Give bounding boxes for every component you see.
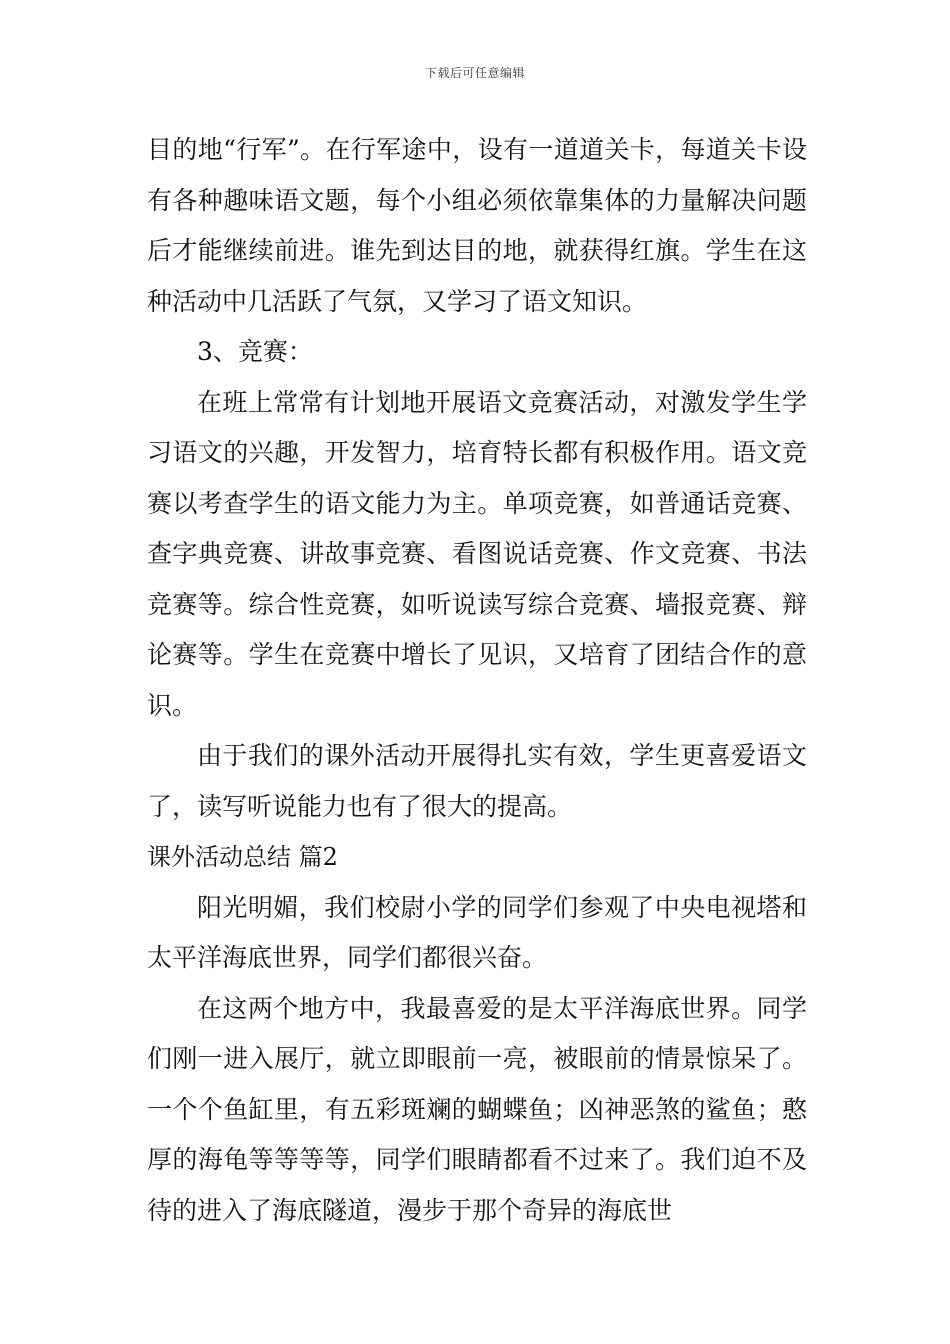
page-header: 下载后可任意编辑 xyxy=(424,66,525,80)
article-title-part2: 课外活动总结 篇2 xyxy=(147,843,338,871)
paragraph-visit-intro: 阳光明媚，我们校尉小学的同学们参观了中央电视塔和太平洋海底世界，同学们都很兴奋。 xyxy=(147,892,807,972)
paragraph-conclusion: 由于我们的课外活动开展得扎实有效，学生更喜爱语文了，读写听说能力也有了很大的提高。 xyxy=(147,741,807,821)
paragraph-march-activity: 目的地“行军”。在行军途中，设有一道道关卡，每道关卡设有各种趣味语文题，每个小组必须依靠集体的力量解决问题后才能继续前进。谁先到达目的地，就获得红旗。学生在这种活动中几活跃了气氛，又学习了语文知识。 xyxy=(147,135,807,316)
paragraph-competition: 在班上常常有计划地开展语文竞赛活动，对激发学生学习语文的兴趣，开发智力，培育特长都有积极作用。语文竞赛以考查学生的语文能力为主。单项竞赛，如普通话竞赛、查字典竞赛、讲故事竞赛、看图说话竞赛、作文竞赛、书法竞赛等。综合性竞赛，如听说读写综合竞赛、墙报竞赛、辩论赛等。学生在竞赛中增长了见识，又培育了团结合作的意识。 xyxy=(147,387,807,720)
section-heading-competition: 3、竞赛： xyxy=(197,337,313,366)
paragraph-ocean-world: 在这两个地方中，我最喜爱的是太平洋海底世界。同学们刚一进入展厅，就立即眼前一亮，被眼前的情景惊呆了。一个个鱼缸里，有五彩斑斓的蝴蝶鱼；凶神恶煞的鲨鱼；憨厚的海龟等等等等，同学们眼睛都看不过来了。我们迫不及待的进入了海底隧道，漫步于那个奇异的海底世 xyxy=(147,993,807,1225)
document-body xyxy=(147,125,807,1236)
